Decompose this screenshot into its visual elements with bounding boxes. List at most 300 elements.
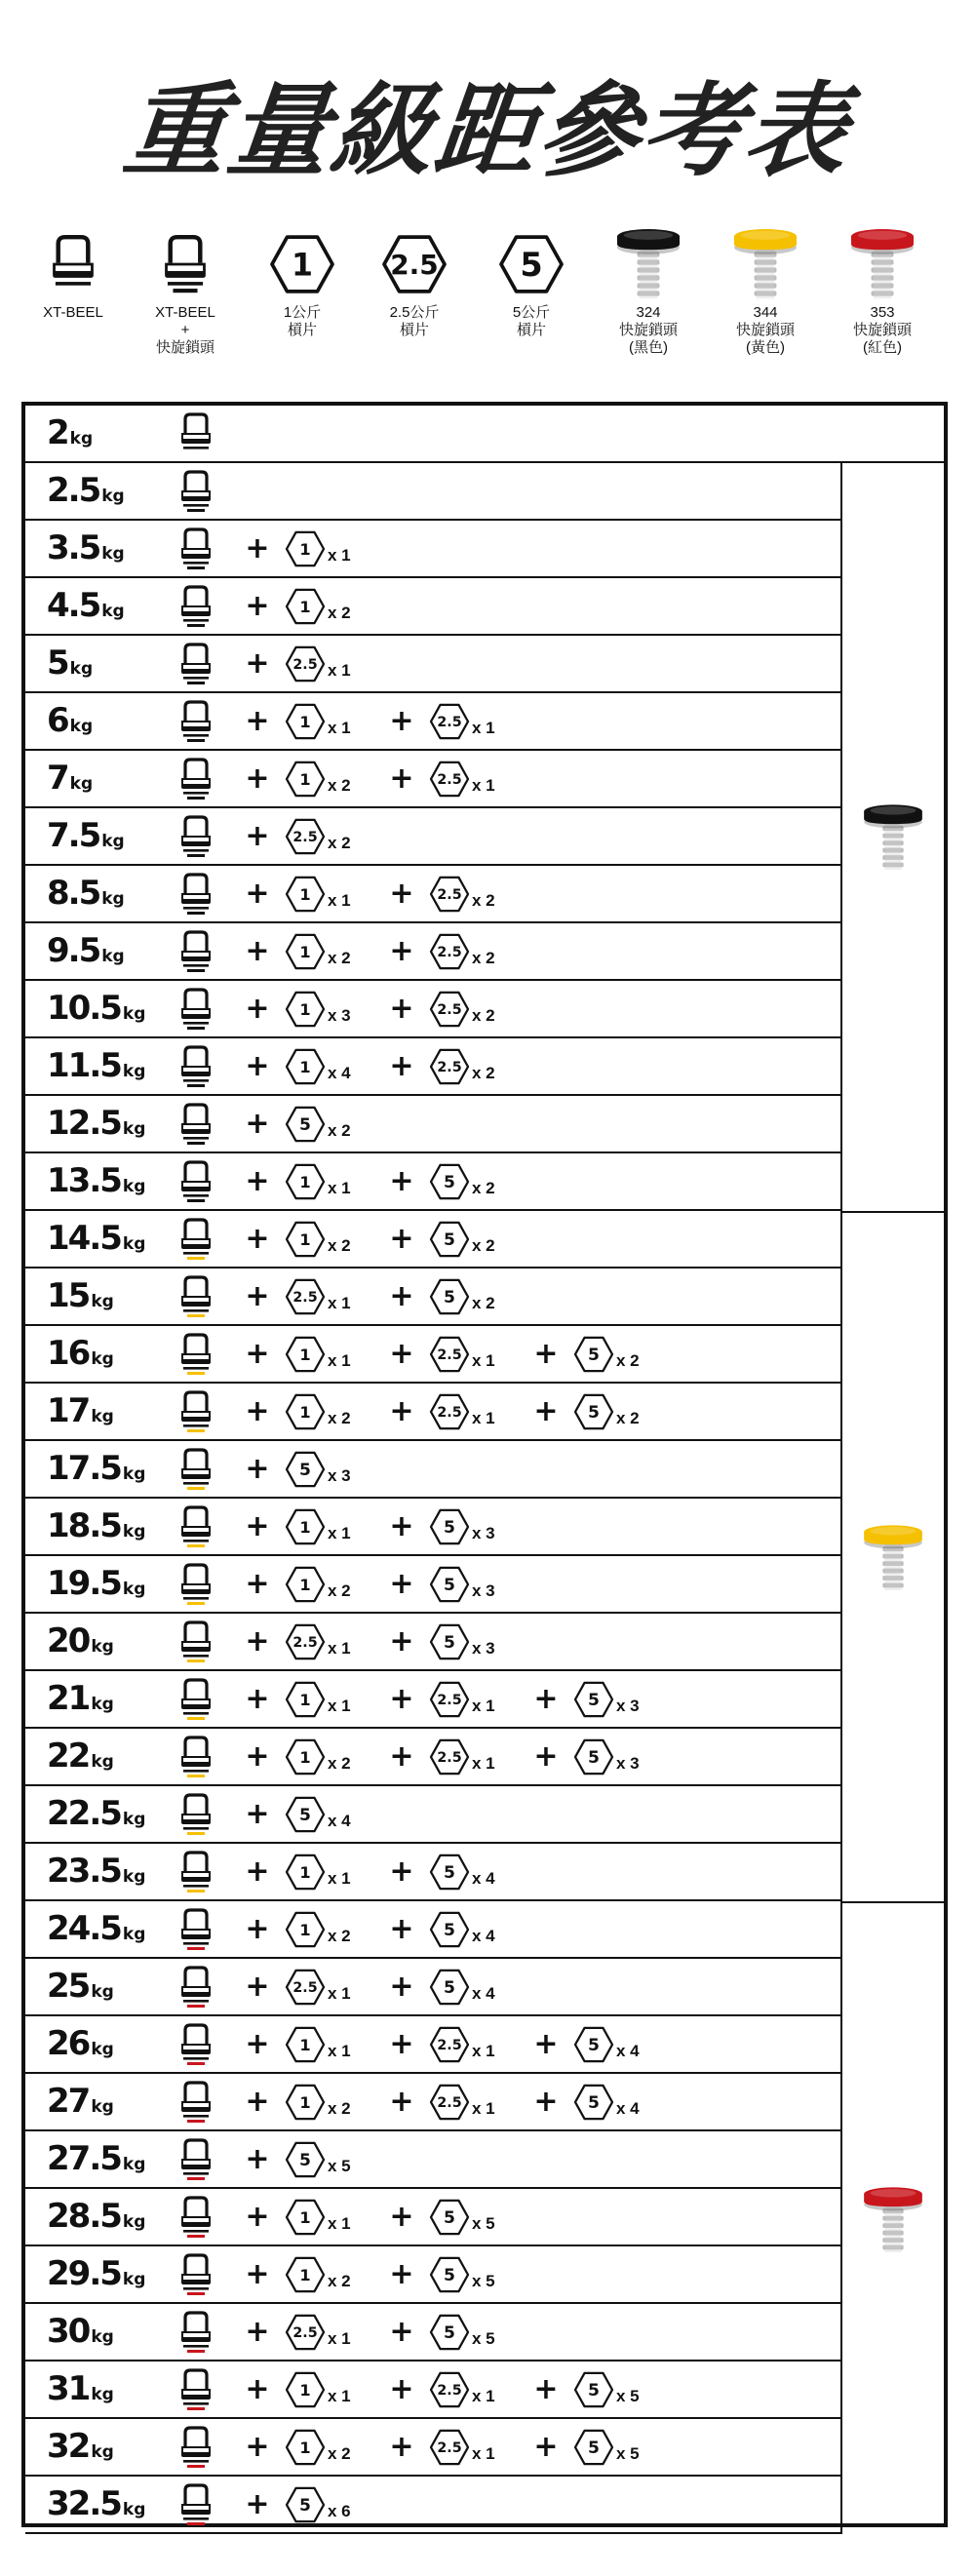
weight-value xyxy=(47,2197,145,2236)
plate-count: x 2 xyxy=(472,948,495,967)
weight-unit: kg xyxy=(122,1867,146,1887)
plus-sign: + xyxy=(245,2372,270,2406)
plate-combination xyxy=(230,1671,663,1727)
plate-term xyxy=(285,1278,374,1315)
plate-5-icon xyxy=(429,1623,470,1660)
table-row xyxy=(25,2189,840,2246)
plus-sign: + xyxy=(389,2200,414,2234)
plate-count: x 1 xyxy=(472,1350,495,1370)
plate-count: x 2 xyxy=(472,1235,495,1255)
kettlebell-icon xyxy=(176,2195,215,2244)
plate-term xyxy=(573,2084,663,2121)
plate-count: x 2 xyxy=(328,948,351,967)
table-row xyxy=(25,2304,840,2361)
plate-1-icon xyxy=(285,1911,326,1948)
table-row xyxy=(25,808,840,866)
plate-term xyxy=(429,761,519,798)
svg-text:5: 5 xyxy=(444,1517,455,1538)
weight-unit: kg xyxy=(91,2040,114,2059)
weight-number: 14.5 xyxy=(47,1219,121,1258)
plus-sign: + xyxy=(389,1854,414,1889)
plate-term xyxy=(573,1681,663,1718)
plate-2.5-icon xyxy=(429,933,470,970)
plate-count: x 3 xyxy=(616,1753,640,1773)
svg-text:2.5: 2.5 xyxy=(292,1634,318,1651)
lock-group-black xyxy=(840,463,944,1211)
weight-unit: kg xyxy=(91,2327,114,2347)
plate-count: x 2 xyxy=(616,1408,640,1427)
weight-value xyxy=(47,1737,114,1776)
kettlebell-icon xyxy=(176,1332,215,1382)
svg-text:5: 5 xyxy=(444,1575,455,1595)
plate-count: x 2 xyxy=(328,833,351,852)
weight-value xyxy=(47,1909,145,1948)
svg-text:2.5: 2.5 xyxy=(437,1001,462,1018)
weight-unit: kg xyxy=(91,1407,114,1426)
plate-combination xyxy=(230,578,374,634)
svg-text:1: 1 xyxy=(299,2438,311,2457)
weight-unit: kg xyxy=(122,1062,146,1081)
weight-number: 25 xyxy=(47,1967,90,2006)
legend-label: XT-BEEL xyxy=(43,304,103,321)
plate-term xyxy=(285,2141,374,2178)
plate-5-icon xyxy=(573,1681,614,1718)
plate-term xyxy=(285,1623,374,1660)
svg-text:2.5: 2.5 xyxy=(437,2382,462,2399)
plate-term xyxy=(573,2371,663,2408)
weight-number: 12.5 xyxy=(47,1104,121,1143)
plate-count: x 1 xyxy=(472,2098,495,2118)
plate-count: x 2 xyxy=(328,1235,351,1255)
weight-unit: kg xyxy=(69,717,94,736)
plate-term xyxy=(285,530,374,567)
plate-term xyxy=(285,1336,374,1373)
plate-count: x 2 xyxy=(328,603,351,622)
table-row xyxy=(25,1211,840,1268)
legend-item xyxy=(249,224,356,339)
plate-term xyxy=(429,991,519,1028)
plus-sign: + xyxy=(245,2085,270,2119)
plus-sign: + xyxy=(389,2027,414,2061)
plate-count: x 2 xyxy=(328,2443,351,2463)
plate-term xyxy=(429,1854,519,1891)
plate-5-icon xyxy=(429,2314,470,2351)
plate-term xyxy=(429,703,519,740)
plate-5-icon xyxy=(429,2199,470,2236)
plate-term xyxy=(285,588,374,625)
plate-term xyxy=(429,2429,519,2466)
weight-unit: kg xyxy=(122,2155,146,2174)
plus-sign: + xyxy=(389,877,414,911)
weight-unit: kg xyxy=(122,2212,146,2232)
svg-text:5: 5 xyxy=(588,1402,600,1423)
plate-term xyxy=(429,1681,519,1718)
table-row xyxy=(25,693,840,751)
plus-sign: + xyxy=(389,1567,414,1601)
plus-sign: + xyxy=(245,934,270,968)
plate-count: x 4 xyxy=(328,1063,351,1082)
plate-2.5-icon xyxy=(429,1336,470,1373)
svg-text:5: 5 xyxy=(299,1805,311,1825)
weight-number: 11.5 xyxy=(47,1046,121,1085)
plus-sign: + xyxy=(389,1049,414,1083)
weight-unit: kg xyxy=(91,1292,114,1311)
svg-text:2.5: 2.5 xyxy=(437,2439,462,2456)
plate-combination xyxy=(230,1038,519,1094)
plate-1-icon xyxy=(285,1048,326,1085)
table-row xyxy=(25,1038,840,1096)
weight-unit: kg xyxy=(122,1810,146,1829)
plate-2.5-icon xyxy=(429,2371,470,2408)
plate-count: x 1 xyxy=(328,1293,351,1312)
svg-text:1: 1 xyxy=(299,942,311,961)
plate-1-icon xyxy=(285,1854,326,1891)
plate-count: x 1 xyxy=(328,545,351,565)
svg-text:5: 5 xyxy=(299,1460,311,1480)
plate-5-icon xyxy=(429,2256,470,2293)
plate-combination xyxy=(230,1326,663,1382)
svg-text:5: 5 xyxy=(588,2035,600,2055)
plate-term xyxy=(285,703,374,740)
plate-combination xyxy=(230,2189,519,2244)
plate-1-icon xyxy=(285,2371,326,2408)
weight-number: 31 xyxy=(47,2369,90,2408)
table-row xyxy=(25,2074,840,2131)
svg-text:2.5: 2.5 xyxy=(292,1289,318,1306)
plate-5-icon xyxy=(573,2026,614,2063)
plate-count: x 3 xyxy=(328,1005,351,1025)
plate-count: x 4 xyxy=(472,1926,495,1945)
plus-sign: + xyxy=(245,1222,270,1256)
plate-5-icon xyxy=(285,1106,326,1143)
weight-value xyxy=(47,471,125,510)
plate-term xyxy=(429,1221,519,1258)
table-row xyxy=(25,521,840,578)
plus-sign: + xyxy=(245,2200,270,2234)
plate-term xyxy=(429,1566,519,1603)
svg-text:2.5: 2.5 xyxy=(292,1979,318,1996)
table-row xyxy=(25,406,944,463)
svg-text:5: 5 xyxy=(444,2265,455,2285)
svg-text:5: 5 xyxy=(444,2322,455,2343)
svg-text:5: 5 xyxy=(444,1287,455,1308)
plate-count: x 1 xyxy=(472,1753,495,1773)
plus-sign: + xyxy=(389,2430,414,2464)
legend xyxy=(20,224,956,380)
kettlebell-icon xyxy=(176,1389,215,1439)
weight-number: 29.5 xyxy=(47,2254,121,2293)
plate-1-icon xyxy=(285,2199,326,2236)
plate-combination xyxy=(230,1729,663,1784)
weight-value xyxy=(47,1506,145,1545)
plate-count: x 2 xyxy=(472,1178,495,1197)
weight-unit: kg xyxy=(91,1349,114,1369)
svg-text:5: 5 xyxy=(444,1862,455,1883)
table-row xyxy=(25,1786,840,1844)
plate-1-icon xyxy=(285,2026,326,2063)
plate-1-icon xyxy=(285,703,326,740)
weight-unit: kg xyxy=(122,2270,146,2289)
plate-term xyxy=(429,1508,519,1545)
plate-term xyxy=(429,933,519,970)
plate-count: x 4 xyxy=(328,1811,351,1830)
plate-combination xyxy=(230,808,374,864)
plus-sign: + xyxy=(245,531,270,566)
table-row xyxy=(25,1671,840,1729)
weight-number: 17 xyxy=(47,1391,90,1430)
plus-sign: + xyxy=(389,1164,414,1198)
weight-number: 16 xyxy=(47,1334,90,1373)
plate-count: x 2 xyxy=(328,1120,351,1140)
table-row xyxy=(25,1729,840,1786)
plate-term xyxy=(429,1278,519,1315)
plate-term xyxy=(285,1969,374,2006)
kettlebell-icon xyxy=(176,469,215,519)
kettlebell-icon xyxy=(20,224,127,304)
svg-text:1: 1 xyxy=(299,1575,311,1594)
plate-combination xyxy=(230,2246,519,2302)
weight-unit: kg xyxy=(101,947,125,966)
plate-5-icon xyxy=(429,1854,470,1891)
svg-text:2.5: 2.5 xyxy=(437,1059,462,1075)
plate-2.5-icon xyxy=(429,876,470,913)
plate-1-icon xyxy=(285,991,326,1028)
weight-number: 32.5 xyxy=(47,2484,121,2523)
svg-text:5: 5 xyxy=(444,1172,455,1192)
plate-combination xyxy=(230,923,519,979)
svg-text:1: 1 xyxy=(299,1690,311,1709)
plate-count: x 2 xyxy=(472,1293,495,1312)
plus-sign: + xyxy=(389,1739,414,1774)
svg-text:5: 5 xyxy=(520,246,543,285)
plate-combination xyxy=(230,751,519,806)
plate-count: x 3 xyxy=(472,1523,495,1542)
plate-2.5-icon xyxy=(429,1681,470,1718)
plate-count: x 3 xyxy=(472,1638,495,1658)
plate-combination xyxy=(230,1153,519,1209)
plate-2.5-icon xyxy=(429,703,470,740)
weight-number: 18.5 xyxy=(47,1506,121,1545)
plate-combination xyxy=(230,1441,374,1497)
weight-value xyxy=(47,1621,114,1660)
plate-5-icon xyxy=(573,2429,614,2466)
kettlebell-icon xyxy=(176,2482,215,2532)
plate-term xyxy=(429,876,519,913)
plate-combination xyxy=(230,2419,663,2475)
plate-1-icon xyxy=(285,1681,326,1718)
plate-combination xyxy=(230,2477,374,2532)
plus-sign: + xyxy=(245,1854,270,1889)
plus-sign: + xyxy=(389,1337,414,1371)
table-row xyxy=(25,1959,840,2016)
plate-count: x 1 xyxy=(328,2386,351,2405)
weight-value xyxy=(47,2369,114,2408)
plate-combination xyxy=(230,693,519,749)
weight-value xyxy=(47,1679,114,1718)
table-row xyxy=(25,1326,840,1384)
weight-unit: kg xyxy=(122,1177,146,1196)
plate-2.5-icon xyxy=(361,224,468,304)
plate-term xyxy=(429,2084,519,2121)
plus-sign: + xyxy=(245,1624,270,1659)
plus-sign: + xyxy=(245,1912,270,1946)
plus-sign: + xyxy=(245,819,270,853)
weight-value xyxy=(47,1794,145,1833)
plus-sign: + xyxy=(389,2315,414,2349)
plate-term xyxy=(573,2429,663,2466)
weight-unit: kg xyxy=(101,889,125,909)
kettlebell-icon xyxy=(176,1217,215,1267)
svg-text:5: 5 xyxy=(444,1977,455,1998)
plate-term xyxy=(285,991,374,1028)
kettlebell-icon xyxy=(176,1792,215,1842)
plate-term xyxy=(285,2486,374,2523)
weight-unit: kg xyxy=(91,2385,114,2404)
kettlebell-icon xyxy=(176,1620,215,1669)
plate-1-icon xyxy=(285,1508,326,1545)
plus-sign: + xyxy=(389,934,414,968)
legend-label: 2.5公斤 槓片 xyxy=(389,304,440,338)
table-row xyxy=(25,866,840,923)
kettlebell-icon xyxy=(176,1159,215,1209)
plate-count: x 5 xyxy=(616,2443,640,2463)
plate-5-icon xyxy=(429,1911,470,1948)
lock-black-icon xyxy=(842,800,944,875)
plate-count: x 2 xyxy=(328,775,351,795)
weight-number: 23.5 xyxy=(47,1852,121,1891)
plus-sign: + xyxy=(245,1797,270,1831)
plate-combination xyxy=(230,1786,374,1842)
table-row xyxy=(25,2361,840,2419)
weight-value xyxy=(47,2082,114,2121)
plate-count: x 1 xyxy=(472,1408,495,1427)
weight-unit: kg xyxy=(69,659,94,679)
plus-sign: + xyxy=(245,1337,270,1371)
weight-unit: kg xyxy=(101,544,125,564)
plus-sign: + xyxy=(533,2372,559,2406)
weight-unit: kg xyxy=(101,602,125,621)
kettlebell-icon xyxy=(176,872,215,921)
plate-term xyxy=(285,1796,374,1833)
plate-count: x 5 xyxy=(472,2328,495,2348)
weight-unit: kg xyxy=(91,1752,114,1772)
weight-unit: kg xyxy=(122,1119,146,1139)
svg-text:5: 5 xyxy=(444,1920,455,1940)
svg-text:5: 5 xyxy=(588,2380,600,2400)
plate-count: x 1 xyxy=(328,718,351,737)
plus-sign: + xyxy=(245,646,270,681)
plus-sign: + xyxy=(245,1279,270,1313)
weight-number: 5 xyxy=(47,644,68,683)
plate-term xyxy=(285,2429,374,2466)
kettlebell-icon xyxy=(176,1447,215,1497)
weight-value xyxy=(47,1967,114,2006)
weight-unit: kg xyxy=(101,832,125,851)
plate-2.5-icon xyxy=(285,1278,326,1315)
plus-sign: + xyxy=(389,1509,414,1543)
weight-value xyxy=(47,1852,145,1891)
legend-item xyxy=(20,224,127,322)
legend-label: 344 快旋鎖頭 (黃色) xyxy=(735,304,795,356)
plate-count: x 1 xyxy=(328,1350,351,1370)
svg-text:2.5: 2.5 xyxy=(437,1404,462,1421)
svg-text:1: 1 xyxy=(299,1172,311,1191)
plate-term xyxy=(429,1623,519,1660)
kettlebell-icon xyxy=(176,2080,215,2129)
weight-number: 28.5 xyxy=(47,2197,121,2236)
plate-2.5-icon xyxy=(429,2026,470,2063)
plate-count: x 2 xyxy=(472,1063,495,1082)
svg-text:5: 5 xyxy=(588,1747,600,1768)
plate-1-icon xyxy=(285,1393,326,1430)
plus-sign: + xyxy=(389,2085,414,2119)
plus-sign: + xyxy=(245,2027,270,2061)
weight-number: 6 xyxy=(47,701,68,740)
plus-sign: + xyxy=(389,1912,414,1946)
plus-sign: + xyxy=(533,2085,559,2119)
plate-2.5-icon xyxy=(285,2314,326,2351)
plate-combination xyxy=(230,1268,519,1324)
plate-combination xyxy=(230,2016,663,2072)
weight-number: 20 xyxy=(47,1621,90,1660)
svg-text:1: 1 xyxy=(299,712,311,731)
svg-text:5: 5 xyxy=(588,2438,600,2458)
plate-combination xyxy=(230,1096,374,1151)
plate-5-icon xyxy=(285,1451,326,1488)
plate-term xyxy=(429,2199,519,2236)
legend-item xyxy=(132,224,239,357)
plus-sign: + xyxy=(245,1739,270,1774)
plate-2.5-icon xyxy=(285,645,326,683)
plate-term xyxy=(285,1451,374,1488)
plate-term xyxy=(429,1911,519,1948)
svg-text:2.5: 2.5 xyxy=(437,886,462,903)
plus-sign: + xyxy=(389,761,414,796)
plate-count: x 1 xyxy=(328,660,351,680)
weight-value xyxy=(47,1449,145,1488)
plate-combination xyxy=(230,866,519,921)
plate-1-icon xyxy=(285,876,326,913)
plus-sign: + xyxy=(533,1739,559,1774)
svg-text:1: 1 xyxy=(299,1920,311,1939)
weight-unit: kg xyxy=(122,2500,146,2519)
weight-unit: kg xyxy=(91,1637,114,1657)
kettlebell-icon xyxy=(176,411,215,461)
plate-combination xyxy=(230,1384,663,1439)
plate-2.5-icon xyxy=(429,761,470,798)
plate-term xyxy=(285,1393,374,1430)
svg-text:2.5: 2.5 xyxy=(437,944,462,960)
lock-red-icon xyxy=(829,224,936,304)
table-row xyxy=(25,2131,840,2189)
weight-unit: kg xyxy=(122,1925,146,1944)
plate-2.5-icon xyxy=(429,2429,470,2466)
plate-term xyxy=(285,933,374,970)
plus-sign: + xyxy=(389,1222,414,1256)
plate-count: x 2 xyxy=(328,1581,351,1600)
plus-sign: + xyxy=(245,761,270,796)
svg-text:5: 5 xyxy=(444,2207,455,2228)
table-row xyxy=(25,636,840,693)
weight-number: 21 xyxy=(47,1679,90,1718)
plate-term xyxy=(285,1911,374,1948)
table-row xyxy=(25,2477,840,2534)
kettlebell-icon xyxy=(176,1850,215,1899)
kettlebell-icon xyxy=(176,584,215,634)
svg-text:1: 1 xyxy=(299,2092,311,2112)
weight-value xyxy=(47,528,125,567)
plus-sign: + xyxy=(389,704,414,738)
